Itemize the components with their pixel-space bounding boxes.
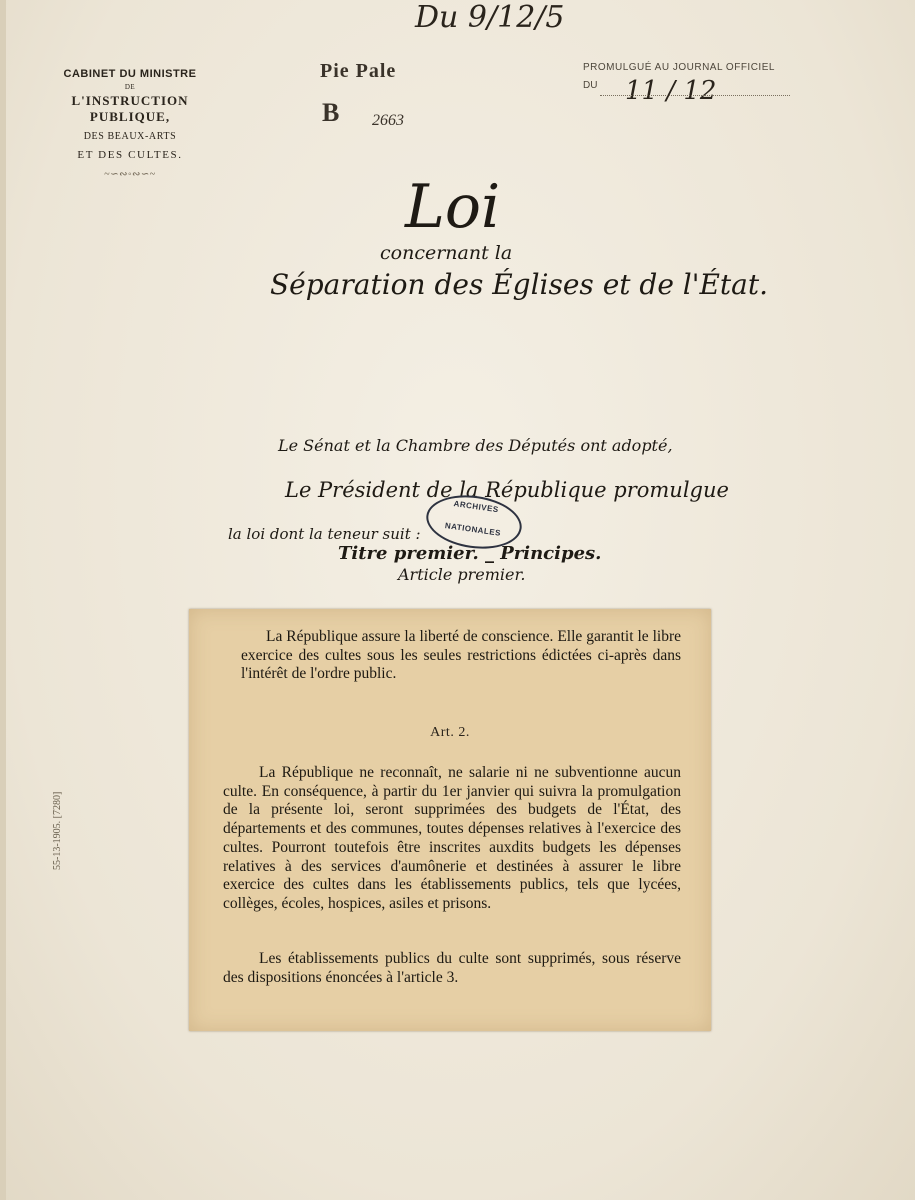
cabinet-header [40, 68, 220, 180]
reference-label: Pie Pale [320, 60, 397, 82]
article-heading: Article premier. [398, 565, 526, 584]
preamble-line: la loi dont la teneur suit : [228, 525, 421, 543]
title-subject: Séparation des Églises et de l'État. [270, 268, 768, 301]
printer-mark: 55-13-1905. [7280] [52, 791, 63, 870]
dotted-line [600, 95, 790, 96]
officiel-prefix: DU [583, 80, 598, 91]
officiel-label: PROMULGUÉ AU JOURNAL OFFICIEL [583, 62, 775, 73]
page-edge [0, 0, 6, 1200]
officiel-date: 11 / 12 [625, 76, 717, 106]
cabinet-line: CABINET DU MINISTRE [63, 68, 197, 80]
reference-number: 2663 [372, 112, 404, 129]
preamble-line: Le Sénat et la Chambre des Députés ont adopté, [278, 436, 673, 455]
title-concernant: concernant la [380, 242, 513, 264]
titre-heading: Titre premier. _ Principes. [338, 543, 602, 564]
article-2-heading: Art. 2. [430, 725, 470, 740]
stamp-text-top: ARCHIVES [453, 499, 500, 515]
printed-slip [189, 609, 711, 1031]
reference-letter: B [322, 98, 340, 127]
ornament-divider: ~∽∾◦∾∽~ [104, 169, 156, 180]
article-2-text-continued: Les établissements publics du culte sont supprimés, sous réserve des dispositions énoncées à l'article 3. [223, 950, 681, 986]
cabinet-line: DE [124, 83, 136, 91]
cabinet-line: L'INSTRUCTION PUBLIQUE, [71, 93, 189, 124]
article-2-text: La République ne reconnaît, ne salarie ni ne subventionne aucun culte. En conséquence, à partir du 1er janvier qui suivra la promulgation de la présente loi, seront supprimées des budgets de l'État, des départements et des communes, toutes dépenses relatives à l'exercice des cultes. Pourront toutefois être inscrites auxdits budgets les dépenses relatives à des services d'aumônerie et destinées à assurer le libre exercice des cultes dans les établissements publics, tels que lycées, collèges, écoles, hospices, asiles et prisons. [223, 764, 681, 912]
article-1-text: La République assure la liberté de conscience. Elle garantit le libre exercice des cultes sous les seules restrictions édictées ci-après dans l'intérêt de l'ordre public. [241, 628, 681, 683]
preamble-line: Le Président de la République promulgue [285, 478, 729, 502]
cabinet-line: ET DES CULTES. [77, 149, 183, 161]
page-title: Loi [405, 172, 501, 242]
cabinet-line: DES BEAUX-ARTS [83, 131, 177, 142]
stamp-text-bottom: NATIONALES [444, 521, 502, 538]
handwritten-date: Du 9/12/5 [415, 0, 565, 35]
